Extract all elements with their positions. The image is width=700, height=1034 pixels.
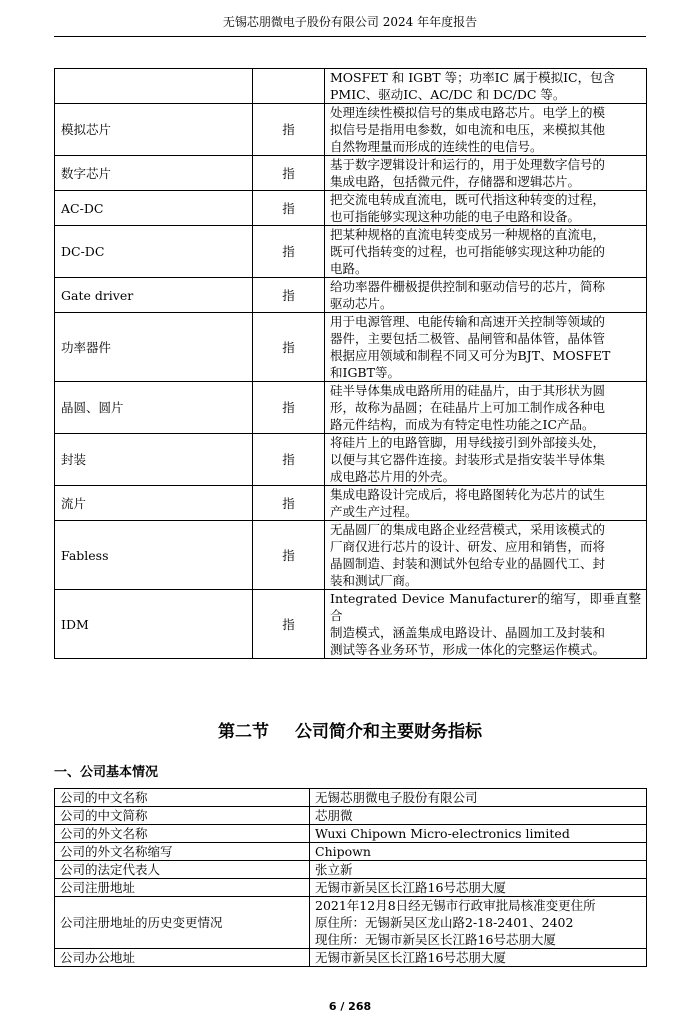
info-row bbox=[55, 949, 647, 967]
definition-line: 晶圆制造、封装和测试外包给专业的晶圆代工、封 bbox=[330, 556, 606, 571]
definition-line: 把某种规格的直流电转变成另一种规格的直流电， bbox=[330, 227, 606, 242]
info-row bbox=[55, 789, 647, 807]
glossary-definition bbox=[325, 104, 647, 156]
info-label: 公司的外文名称缩写 bbox=[55, 843, 310, 861]
glossary-term: 流片 bbox=[55, 486, 253, 521]
glossary-definition bbox=[325, 434, 647, 486]
glossary-term: IDM bbox=[55, 590, 253, 659]
definition-line: 成电路芯片用的外壳。 bbox=[330, 469, 456, 484]
definition-line: 自然物理量而形成的连续性的电信号。 bbox=[330, 139, 543, 154]
glossary-symbol: 指 bbox=[253, 486, 325, 521]
glossary-term: 功率器件 bbox=[55, 313, 253, 382]
glossary-definition bbox=[325, 313, 647, 382]
info-value-line: 现住所：无锡市新吴区长江路16号芯朋大厦 bbox=[315, 932, 556, 947]
definition-line: 基于数字逻辑设计和运行的，用于处理数字信号的 bbox=[330, 157, 606, 172]
definition-line: 驱动芯片。 bbox=[330, 296, 393, 311]
glossary-row bbox=[55, 521, 647, 590]
glossary-definition bbox=[325, 69, 647, 104]
info-value bbox=[310, 789, 647, 807]
definition-line: 和IGBT等。 bbox=[330, 365, 400, 380]
info-label: 公司的法定代表人 bbox=[55, 861, 310, 879]
definition-line: 处理连续性模拟信号的集成电路芯片。电学上的模 bbox=[330, 105, 606, 120]
info-value-line: 无锡市新吴区长江路16号芯朋大厦 bbox=[315, 880, 506, 895]
glossary-symbol bbox=[253, 69, 325, 104]
glossary-row bbox=[55, 313, 647, 382]
glossary-row bbox=[55, 278, 647, 313]
glossary-definition bbox=[325, 156, 647, 191]
info-value-line: 无锡芯朋微电子股份有限公司 bbox=[315, 790, 478, 805]
glossary-row bbox=[55, 382, 647, 434]
glossary-symbol: 指 bbox=[253, 278, 325, 313]
glossary-term: Gate driver bbox=[55, 278, 253, 313]
info-value bbox=[310, 861, 647, 879]
glossary-row bbox=[55, 226, 647, 278]
definition-line: 也可指能够实现这种功能的电子电路和设备。 bbox=[330, 209, 581, 224]
definition-line: PMIC、驱动IC、AC/DC 和 DC/DC 等。 bbox=[330, 87, 566, 102]
glossary-definition bbox=[325, 486, 647, 521]
glossary-row bbox=[55, 156, 647, 191]
info-value bbox=[310, 825, 647, 843]
page-number: 6 / 268 bbox=[328, 1000, 372, 1013]
glossary-row bbox=[55, 104, 647, 156]
glossary-symbol: 指 bbox=[253, 434, 325, 486]
glossary-term: 模拟芯片 bbox=[55, 104, 253, 156]
glossary-definition bbox=[325, 590, 647, 659]
section-heading bbox=[0, 721, 700, 743]
glossary-definition bbox=[325, 226, 647, 278]
definition-line: 用于电源管理、电能传输和高速开关控制等领域的 bbox=[330, 314, 606, 329]
definition-line: 给功率器件栅极提供控制和驱动信号的芯片，简称 bbox=[330, 279, 606, 294]
info-value-line: Chipown bbox=[315, 844, 371, 859]
glossary-symbol: 指 bbox=[253, 521, 325, 590]
definition-line: 制造模式，涵盖集成电路设计、晶圆加工及封装和 bbox=[330, 625, 606, 640]
info-row bbox=[55, 879, 647, 897]
glossary-row bbox=[55, 191, 647, 226]
info-value-line: Wuxi Chipown Micro-electronics limited bbox=[315, 826, 570, 841]
definition-line: 器件，主要包括二极管、晶闸管和晶体管，晶体管 bbox=[330, 331, 606, 346]
definition-line: 测试等各业务环节，形成一体化的完整运作模式。 bbox=[330, 642, 606, 657]
header-rule bbox=[54, 36, 646, 37]
glossary-symbol: 指 bbox=[253, 104, 325, 156]
glossary-row bbox=[55, 434, 647, 486]
glossary-symbol: 指 bbox=[253, 156, 325, 191]
definition-line: 把交流电转成直流电，既可代指这种转变的过程， bbox=[330, 192, 606, 207]
glossary-term: 封装 bbox=[55, 434, 253, 486]
glossary-term: Fabless bbox=[55, 521, 253, 590]
glossary-symbol: 指 bbox=[253, 191, 325, 226]
definition-line: 拟信号是指用电参数，如电流和电压，来模拟其他 bbox=[330, 122, 606, 137]
glossary-row bbox=[55, 590, 647, 659]
glossary-term bbox=[55, 69, 253, 104]
definition-line: Integrated Device Manufacturer的缩写，即垂直整合 bbox=[330, 591, 641, 623]
definition-line: MOSFET 和 IGBT 等；功率IC 属于模拟IC，包含 bbox=[330, 70, 616, 85]
section-title: 公司简介和主要财务指标 bbox=[295, 722, 482, 742]
page-header: 无锡芯朋微电子股份有限公司 2024 年年度报告 bbox=[222, 15, 478, 29]
glossary-definition bbox=[325, 278, 647, 313]
glossary-symbol: 指 bbox=[253, 590, 325, 659]
info-label: 公司的中文简称 bbox=[55, 807, 310, 825]
definition-line: 路元件结构，而成为有特定电性功能之IC产品。 bbox=[330, 417, 595, 432]
glossary-table bbox=[54, 68, 647, 659]
info-row bbox=[55, 807, 647, 825]
glossary-term: 晶圆、圆片 bbox=[55, 382, 253, 434]
definition-line: 集成电路，包括微元件，存储器和逻辑芯片。 bbox=[330, 174, 581, 189]
info-label: 公司注册地址的历史变更情况 bbox=[55, 897, 310, 949]
info-value bbox=[310, 949, 647, 967]
definition-line: 集成电路设计完成后，将电路图转化为芯片的试生 bbox=[330, 487, 606, 502]
glossary-row bbox=[55, 69, 647, 104]
definition-line: 既可代指转变的过程，也可指能够实现这种功能的 bbox=[330, 244, 606, 259]
glossary-symbol: 指 bbox=[253, 382, 325, 434]
glossary-definition bbox=[325, 382, 647, 434]
info-value-line: 无锡市新吴区长江路16号芯朋大厦 bbox=[315, 950, 506, 965]
glossary-symbol: 指 bbox=[253, 313, 325, 382]
info-row bbox=[55, 897, 647, 949]
info-value-line: 芯朋微 bbox=[315, 808, 353, 823]
company-basic-info-table bbox=[54, 788, 647, 967]
info-row bbox=[55, 861, 647, 879]
glossary-term: 数字芯片 bbox=[55, 156, 253, 191]
info-label: 公司的外文名称 bbox=[55, 825, 310, 843]
definition-line: 将硅片上的电路管脚，用导线接引到外部接头处， bbox=[330, 435, 606, 450]
definition-line: 硅半导体集成电路所用的硅晶片，由于其形状为圆 bbox=[330, 383, 606, 398]
definition-line: 电路。 bbox=[330, 261, 368, 276]
definition-line: 根据应用领域和制程不同又可分为BJT、MOSFET bbox=[330, 348, 611, 363]
definition-line: 以便与其它器件连接。封装形式是指安装半导体集 bbox=[330, 452, 606, 467]
info-value bbox=[310, 807, 647, 825]
info-value-line: 张立新 bbox=[315, 862, 353, 877]
info-row bbox=[55, 843, 647, 861]
glossary-row bbox=[55, 486, 647, 521]
info-label: 公司办公地址 bbox=[55, 949, 310, 967]
info-value-line: 2021年12月8日经无锡市行政审批局核准变更住所 bbox=[315, 898, 596, 913]
glossary-definition bbox=[325, 191, 647, 226]
info-label: 公司的中文名称 bbox=[55, 789, 310, 807]
info-value bbox=[310, 879, 647, 897]
definition-line: 无晶圆厂的集成电路企业经营模式，采用该模式的 bbox=[330, 522, 606, 537]
info-value bbox=[310, 843, 647, 861]
subsection-title: 一、公司基本情况 bbox=[54, 765, 159, 780]
info-label: 公司注册地址 bbox=[55, 879, 310, 897]
section-number: 第二节 bbox=[218, 722, 269, 742]
definition-line: 产或生产过程。 bbox=[330, 504, 418, 519]
definition-line: 厂商仅进行芯片的设计、研发、应用和销售，而将 bbox=[330, 539, 606, 554]
info-value-line: 原住所：无锡新吴区龙山路2-18-2401、2402 bbox=[315, 915, 574, 930]
definition-line: 装和测试厂商。 bbox=[330, 573, 418, 588]
glossary-term: DC-DC bbox=[55, 226, 253, 278]
glossary-definition bbox=[325, 521, 647, 590]
info-row bbox=[55, 825, 647, 843]
glossary-term: AC-DC bbox=[55, 191, 253, 226]
info-value bbox=[310, 897, 647, 949]
glossary-symbol: 指 bbox=[253, 226, 325, 278]
definition-line: 形，故称为晶圆；在硅晶片上可加工制作成各种电 bbox=[330, 400, 606, 415]
